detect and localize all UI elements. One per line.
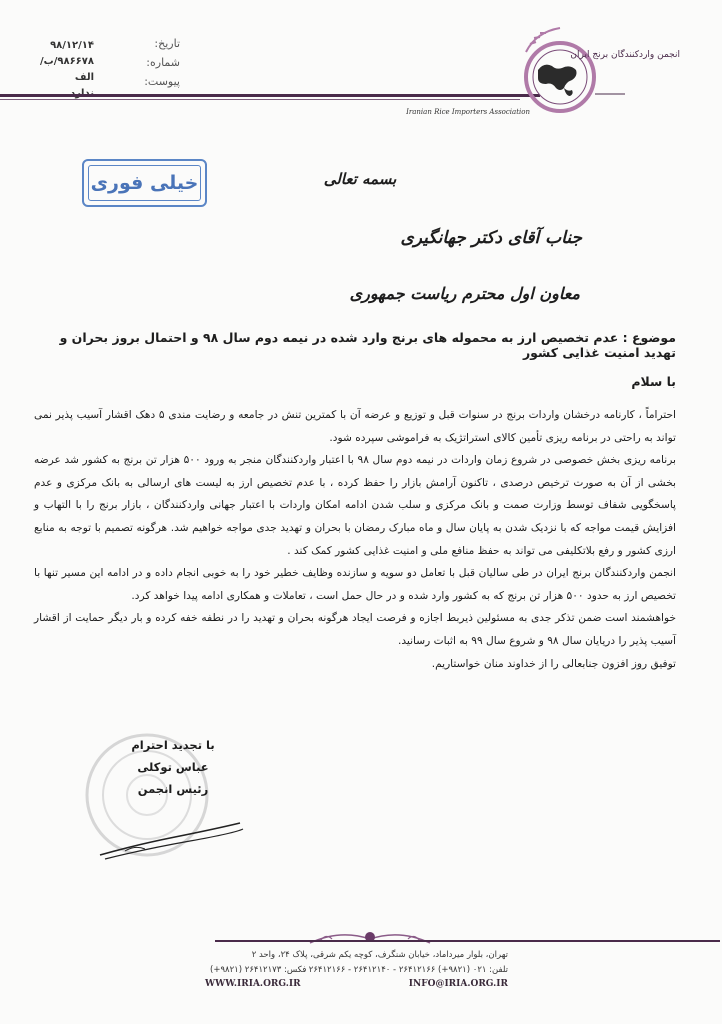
signer-name: عباس توکلی — [137, 760, 209, 774]
logo-text: انجمن واردکنندگان برنج ایران — [570, 50, 680, 60]
signature-block — [118, 734, 228, 800]
footer-address: تهران، بلوار میرداماد، خیابان شنگرف، کوچه یکم شرقی، پلاک ۲۴، واحد ۲ — [251, 950, 508, 960]
footer-ornament — [300, 925, 440, 949]
recipient-title: معاون اول محترم ریاست جمهوری — [349, 284, 580, 303]
greeting: با سلام — [631, 374, 676, 389]
attachment-label: پیوست: — [144, 75, 180, 88]
number-value: ۹۸۶۶۷۸/ب/الف — [40, 56, 94, 83]
urgent-stamp-text: خیلی فوری — [88, 165, 201, 201]
letter-subject: موضوع : عدم تخصیص ارز به محموله های برنج وارد شده در نیمه دوم سال ۹۸ و احتمال بروز بحران و تهدید امنیت غذایی کشور — [59, 330, 676, 360]
association-name-en: Iranian Rice Importers Association — [406, 108, 530, 116]
paragraph-5: توفیق روز افزون جنابعالی را از خداوند منان خواستاریم. — [431, 657, 676, 670]
signer-title: رئیس انجمن — [137, 782, 209, 796]
header-divider — [0, 94, 540, 97]
paragraph-1: احتراماً ، کارنامه درخشان واردات برنج در سنوات قبل و توزیع و عرضه آن با کمترین تنش در جامعه و رضایت مندی ۵ دهک اقشار آسیب پذیر نمی تواند به راحتی در برنامه ریزی تأمین کالای استراتژیک به فراموشی سپرده شود. — [34, 409, 676, 444]
footer-website[interactable]: WWW.IRIA.ORG.IR — [205, 979, 301, 989]
recipient-name: جناب آقای دکتر جهانگیری — [400, 228, 582, 248]
letter-body — [34, 404, 676, 675]
paragraph-3: انجمن واردکنندگان برنج ایران در طی سالیان قبل با تعامل دو سویه و سازنده وظایف خطیر خود را به خوبی انجام داده و در ادامه این مسیر تنها با تخصیص ارز به حدود ۵۰۰ هزار تن برنج که به کشور وارد شده و در حال حمل است ، تعاملات و همکاری ادامه پیدا خواهد کرد. — [34, 567, 676, 602]
date-label: تاریخ: — [154, 37, 180, 50]
paragraph-4: خواهشمند است ضمن تذکر جدی به مسئولین ذیربط اجازه و فرصت ایجاد هرگونه بحران و تهدید را در نطفه خفه کرده و بار دیگر حمایت از اقشار آسیب پذیر را دریایان سال ۹۸ و شروع سال ۹۹ به اثبات رسانید. — [34, 612, 676, 647]
urgent-stamp — [82, 159, 207, 207]
closing: با تجدید احترام — [131, 738, 215, 752]
footer-divider — [215, 940, 720, 942]
number-label: شماره: — [146, 56, 180, 69]
footer-fax: فکس: ۲۶۴۱۲۱۷۳ (۹۸۲۱+) — [210, 965, 307, 975]
header-meta-labels — [118, 34, 180, 91]
bismillah: بسمه تعالی — [323, 170, 397, 188]
handwritten-signature — [95, 815, 245, 865]
header-divider-thin — [0, 99, 520, 100]
footer-email[interactable]: INFO@IRIA.ORG.IR — [408, 979, 508, 989]
paragraph-2: برنامه ریزی بخش خصوصی در شروع زمان واردات در نیمه دوم سال ۹۸ با اعتبار واردکنندگان منجر به ورود ۵۰۰ هزار تن برنج به کشور شد عرضه بخشی از آن به صورت ترخیص درصدی ، تاکنون آرامش بازار را حفظ کرده ، با عدم تخصیص ارز به لیست های ارسالی به بانک مرکزی و عدم پاسخگویی شفاف توسط وزارت صمت و بانک مرکزی و سلب شدن ادامه امکان واردات با اعتبار جهانی واردکنندگان ، بازار برنج را با التهاب و افزایش قیمت مواجه که با نزدیک شدن به پایان سال و ماه مبارک رمضان با بحران و تهدید جدی مواجه خواهیم شد. هرگونه تصمیم با توجه به منابع ارزی کشور و رفع بلاتکلیفی می تواند به حفظ منافع ملی و امنیت غذایی کشور کمک کند . — [34, 454, 676, 557]
date-value: ۹۸/۱۲/۱۴ — [50, 40, 94, 51]
association-logo — [520, 22, 690, 127]
header-meta-values — [34, 38, 94, 102]
footer-phones: تلفن: ۰۲۱ (۹۸۲۱+) ۲۶۴۱۲۱۶۶ - ۲۶۴۱۲۱۴۰ - ۲۶۴۱۲۱۶۶ — [308, 965, 508, 975]
